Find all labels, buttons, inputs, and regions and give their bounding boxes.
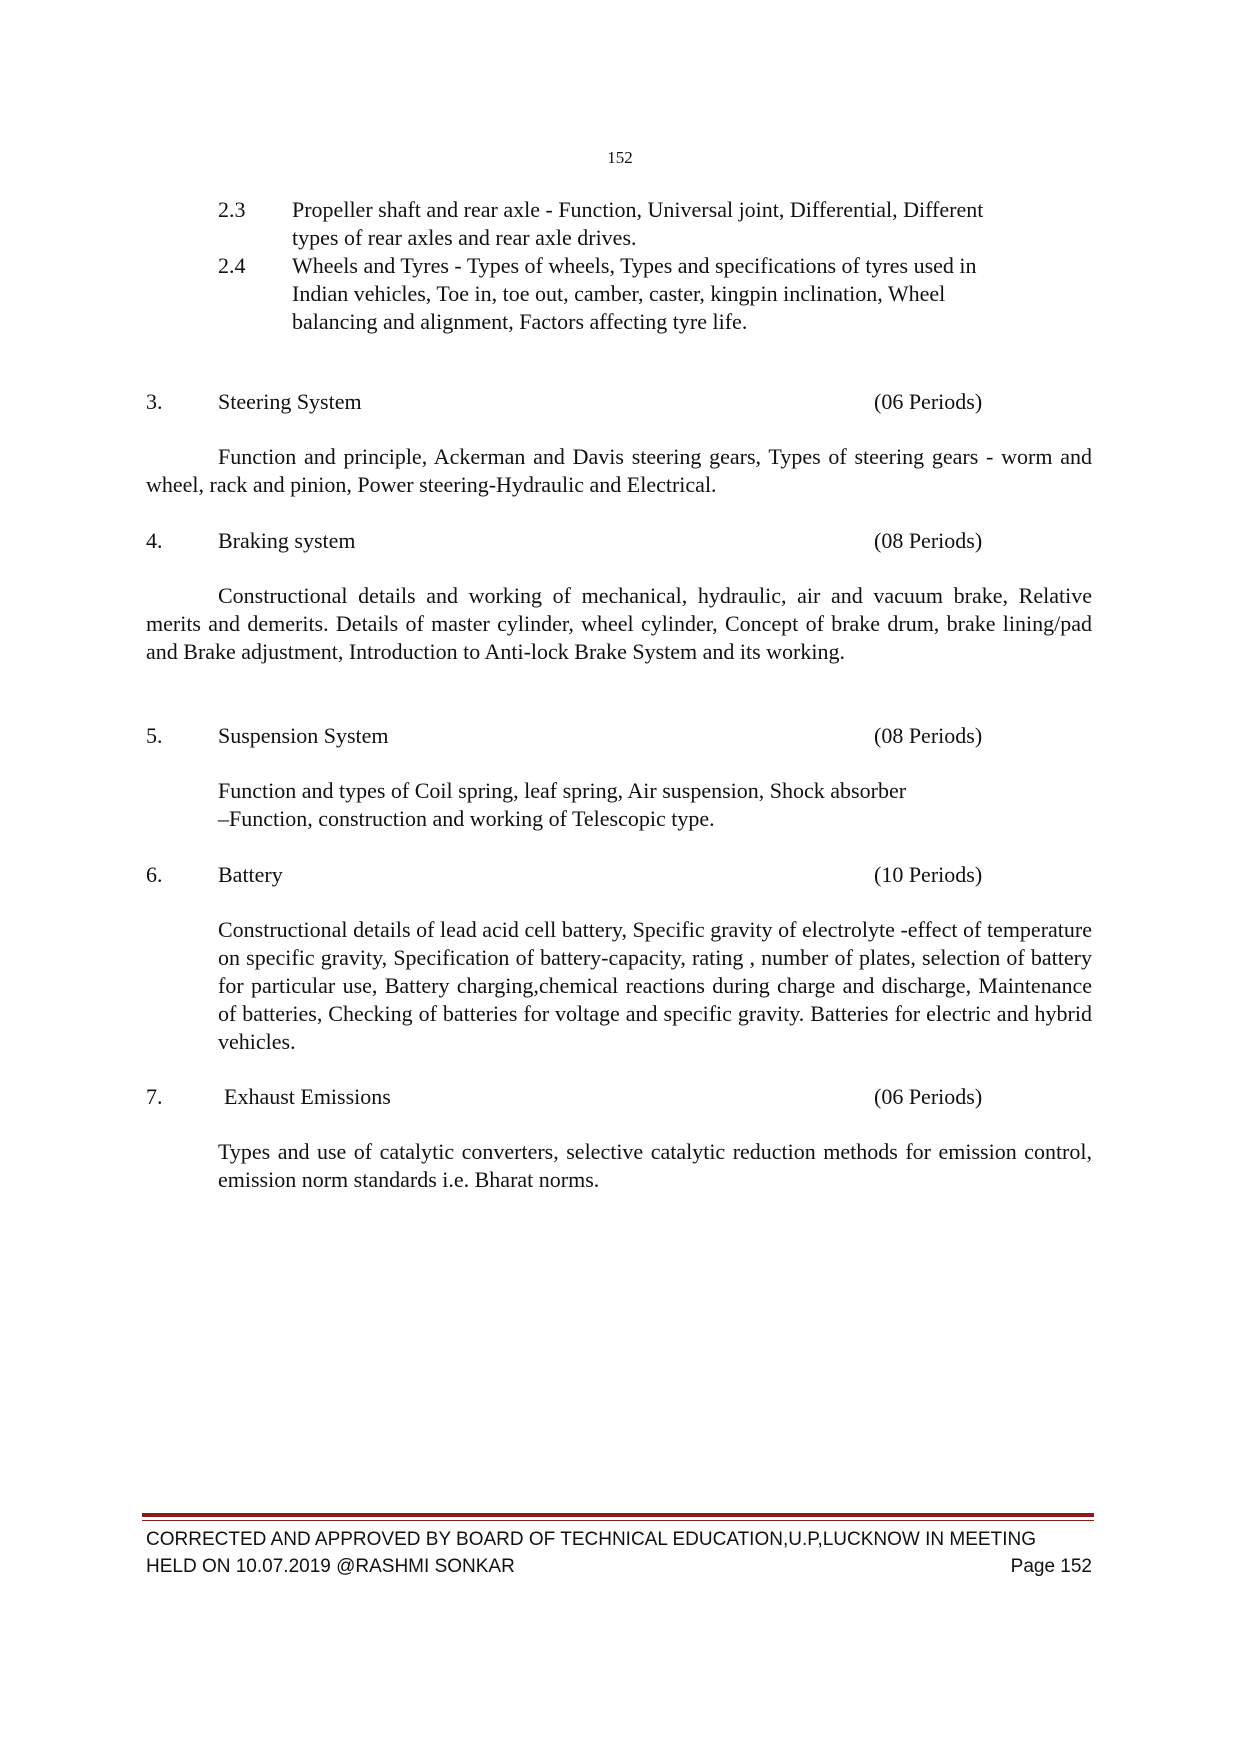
section-title: Steering System bbox=[218, 389, 362, 414]
section-periods: (08 Periods) bbox=[874, 723, 983, 748]
footer-approval-info: HELD ON 10.07.2019 @RASHMI SONKAR bbox=[146, 1556, 515, 1577]
section-body: Function and types of Coil spring, leaf spring, Air suspension, Shock absorber –Function, construction and working of Telescopic type. bbox=[218, 778, 907, 831]
footer-line-1: CORRECTED AND APPROVED BY BOARD OF TECHNICAL EDUCATION,U.P,LUCKNOW IN MEETING bbox=[146, 1529, 1036, 1550]
section-title: Braking system bbox=[218, 528, 356, 553]
section-number: 6. bbox=[146, 862, 163, 887]
section-number: 3. bbox=[146, 389, 163, 414]
subsection-text: Wheels and Tyres - Types of wheels, Types and specifications of tyres used in Indian vehicles, Toe in, toe out, camber, caster, kingpin inclination, Wheel balancing and alignment, Factors affecting tyre life. bbox=[292, 253, 977, 334]
section-periods: (06 Periods) bbox=[874, 389, 983, 414]
subsection-number: 2.4 bbox=[218, 253, 246, 278]
section-body: Function and principle, Ackerman and Davis steering gears, Types of steering gears - worm and wheel, rack and pinion, Power steering-Hydraulic and Electrical. bbox=[146, 444, 1092, 497]
footer-rule-thin bbox=[142, 1520, 1094, 1521]
section-title: Suspension System bbox=[218, 723, 389, 748]
section-periods: (10 Periods) bbox=[874, 862, 983, 887]
subsection-text: Propeller shaft and rear axle - Function, Universal joint, Differential, Different types of rear axles and rear axle drives. bbox=[292, 197, 984, 250]
subsection-number: 2.3 bbox=[218, 197, 246, 222]
section-number: 7. bbox=[146, 1084, 163, 1109]
section-body: Types and use of catalytic converters, selective catalytic reduction methods for emission control, emission norm standards i.e. Bharat norms. bbox=[218, 1139, 1092, 1192]
footer-page-number: Page 152 bbox=[1010, 1556, 1092, 1577]
footer-rule bbox=[142, 1513, 1094, 1517]
footer bbox=[146, 1526, 1092, 1580]
section-title: Exhaust Emissions bbox=[224, 1084, 391, 1109]
section-number: 5. bbox=[146, 723, 163, 748]
section-periods: (06 Periods) bbox=[874, 1084, 983, 1109]
section-periods: (08 Periods) bbox=[874, 528, 983, 553]
section-title: Battery bbox=[218, 862, 283, 887]
section-body: Constructional details of lead acid cell battery, Specific gravity of electrolyte -effect of temperature on specific gravity, Specification of battery-capacity, rating , number of plates, selection of battery for particular use, Battery charging,chemical reactions during charge and discharge, Maintenance of batteries, Checking of batteries for voltage and specific gravity. Batteries for electric and hybrid vehicles. bbox=[218, 917, 1092, 1054]
section-body: Constructional details and working of mechanical, hydraulic, air and vacuum brake, Relative merits and demerits. Details of master cylinder, wheel cylinder, Concept of brake drum, brake lining/pad and Brake adjustment, Introduction to Anti-lock Brake System and its working. bbox=[146, 583, 1092, 664]
section-number: 4. bbox=[146, 528, 163, 553]
page-number-top: 152 bbox=[607, 148, 633, 167]
footer-line-2 bbox=[146, 1553, 1092, 1580]
